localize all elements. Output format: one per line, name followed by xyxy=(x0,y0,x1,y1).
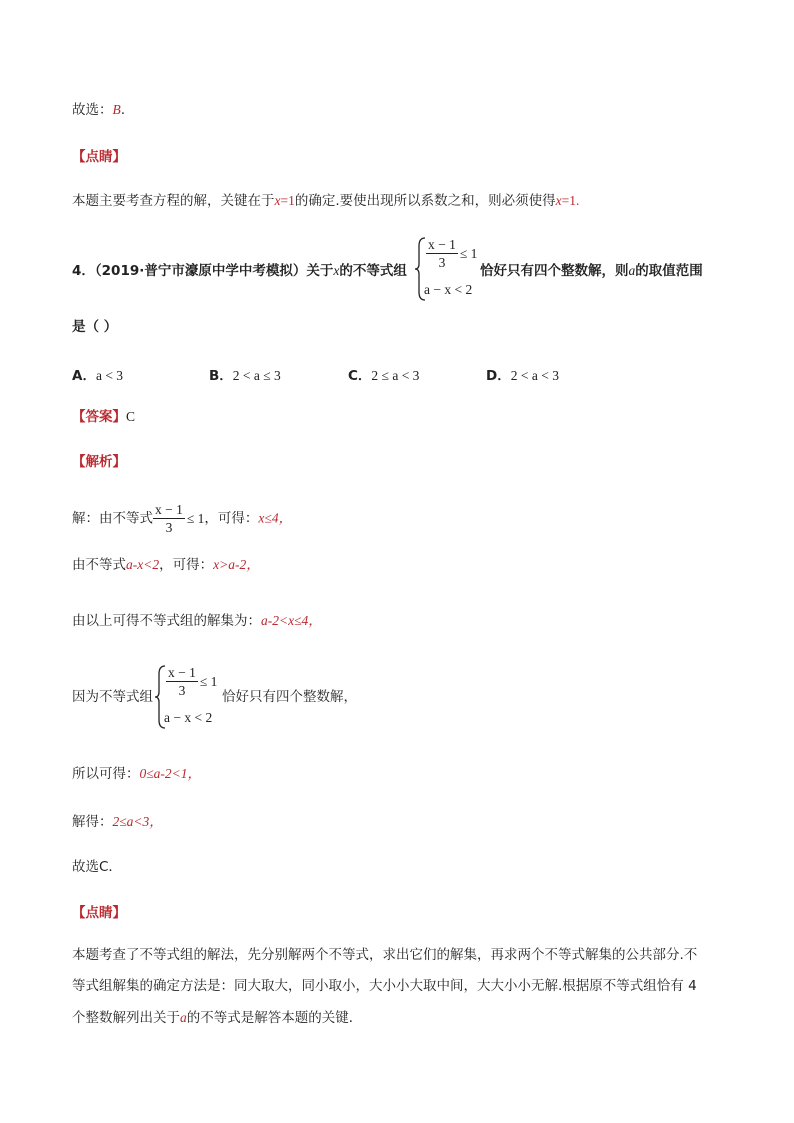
solution-line-1 xyxy=(72,501,292,536)
solution-line-4-text xyxy=(72,688,153,706)
solution-text-b: ，可得： xyxy=(204,510,259,527)
fraction xyxy=(426,236,458,271)
fraction xyxy=(153,501,185,536)
inequality-system-question xyxy=(414,236,484,302)
solution-line-6 xyxy=(72,813,163,831)
solution-text: 解得： xyxy=(72,814,113,830)
option-expr: 2 ≤ a < 3 xyxy=(371,368,420,383)
denominator: 3 xyxy=(438,255,446,270)
relation: ≤ 1 xyxy=(199,673,218,689)
section-heading-dianjing: 【点睛】 xyxy=(72,149,126,165)
solution-line-2 xyxy=(72,556,260,574)
denominator: 3 xyxy=(165,520,173,535)
solution-line-5 xyxy=(72,765,201,783)
section-heading-dianjing-2: 【点睛】 xyxy=(72,905,126,921)
result: a-2<x≤4， xyxy=(261,613,322,628)
numerator: x − 1 xyxy=(168,665,196,680)
relation: ≤ 1 xyxy=(186,510,205,526)
answer-letter: B xyxy=(112,102,121,117)
question-number: 4． xyxy=(72,263,95,279)
result: 2≤a<3， xyxy=(112,814,163,829)
solution-text: 由不等式 xyxy=(72,557,126,573)
question-4-line-1 xyxy=(72,262,407,280)
var-a: a xyxy=(628,263,636,278)
conclusion-prefix: 故选： xyxy=(72,102,113,118)
inequality: a-x<2 xyxy=(126,557,160,572)
period: . xyxy=(120,102,126,118)
inequality-2: a − x < 2 xyxy=(164,710,213,725)
comment-paragraph-line-1: 本题考查了不等式组的解法，先分别解两个不等式，求出它们的解集，再求两个不等式解集的公共部分.不 xyxy=(72,947,698,963)
solution-text: 所以可得： xyxy=(72,766,140,782)
result: x≤4， xyxy=(258,510,293,526)
answer-line xyxy=(72,408,135,426)
solution-text-c: ，可得： xyxy=(159,557,214,573)
comment-text-d: 的确定.要使出现所以系数之和，则必须使得 xyxy=(294,193,556,209)
option-expr: a < 3 xyxy=(95,368,124,383)
inequality-2: a − x < 2 xyxy=(424,282,473,297)
option-label: B． xyxy=(209,368,233,384)
option-label: C． xyxy=(348,368,372,384)
solution-line-7: 故选C． xyxy=(72,859,122,875)
conclusion-line-1 xyxy=(72,101,125,119)
solution-line-3 xyxy=(72,612,322,630)
eq-1-end: =1. xyxy=(561,193,580,208)
var-x: x xyxy=(274,193,281,208)
answer-value: C xyxy=(126,409,136,424)
solution-text: 因为不等式组 xyxy=(72,689,153,705)
question-source: （2019·普宁市濠原中学中考模拟）关于 xyxy=(94,263,334,279)
question-after: 恰好只有四个整数解，则 xyxy=(480,263,629,279)
denominator: 3 xyxy=(178,683,186,698)
option-a[interactable] xyxy=(72,364,123,384)
fraction xyxy=(166,664,198,699)
comment-line xyxy=(72,192,579,210)
var-a: a xyxy=(180,1010,187,1025)
inequality-system-solution xyxy=(154,664,224,730)
solution-text: 由以上可得不等式组的解集为： xyxy=(72,613,261,629)
answer-tag: 【答案】 xyxy=(72,409,126,425)
numerator: x − 1 xyxy=(155,502,183,517)
comment-text-a: 本题主要考查方程的解，关键在于 xyxy=(72,193,275,209)
numerator: x − 1 xyxy=(428,237,456,252)
option-expr: 2 < a ≤ 3 xyxy=(232,368,281,383)
paragraph-text: 个整数解列出关于 xyxy=(72,1010,180,1026)
solution-text: 解：由不等式 xyxy=(72,510,153,527)
option-expr: 2 < a < 3 xyxy=(510,368,559,383)
result: 0≤a-2<1， xyxy=(139,766,202,781)
option-d[interactable] xyxy=(486,364,559,384)
option-label: D． xyxy=(486,368,511,384)
paragraph-text-end: 的不等式是解答本题的关键． xyxy=(186,1010,363,1026)
var-x-2: x xyxy=(555,193,562,208)
question-4-line-2: 是（ ） xyxy=(72,319,118,335)
option-b[interactable] xyxy=(209,364,281,384)
option-c[interactable] xyxy=(348,364,419,384)
eq-1: =1 xyxy=(280,193,295,208)
result: x>a-2， xyxy=(213,557,260,572)
question-tail: 的取值范围 xyxy=(635,263,703,279)
solution-line-4-tail: 恰好只有四个整数解， xyxy=(222,689,357,705)
question-4-line-1-tail xyxy=(480,262,703,280)
var-x: x xyxy=(333,263,340,278)
question-mid: 的不等式组 xyxy=(339,263,407,279)
comment-paragraph-line-2: 等式组解集的确定方法是：同大取大，同小取小，大小小大取中间，大大小小无解.根据原不等式组恰有 4 xyxy=(72,978,697,994)
section-heading-jiexi: 【解析】 xyxy=(72,454,126,470)
comment-paragraph-line-3 xyxy=(72,1009,362,1027)
option-label: A． xyxy=(72,368,96,384)
relation: ≤ 1 xyxy=(459,245,478,261)
